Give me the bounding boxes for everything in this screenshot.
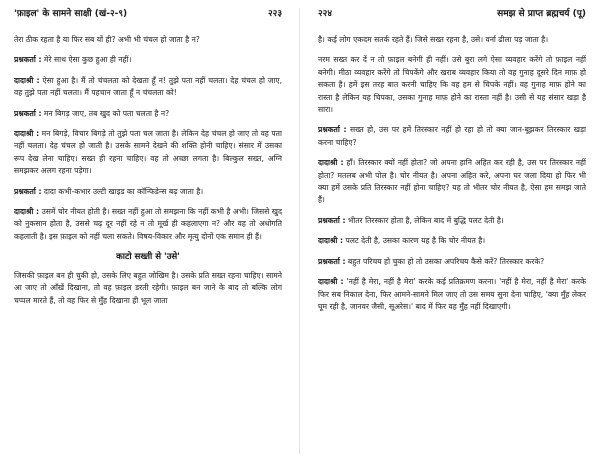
paragraph-text: भीतर तिरस्कार होता है, लेकिन बाद में बुद्धि पलट देती है।: [345, 215, 504, 225]
speaker-label: प्रश्नकर्ता :: [318, 125, 347, 135]
paragraph: जिसकी फ़ाइल बन ही चुकी हो, उसके लिए बहुत जोखिम है। उसके प्रति सख्त रहना चाहिए। सामने आ जाए तो आँखें दिखाना, तो वह फ़ाइल डरती रहेगी। फ़ाइल बन जाने के बाद तो बल्कि लोग चप्पल मारते हैं, तो वह फिर से मुँह दिखाना ही भूल जाता: [14, 270, 282, 305]
left-header-title: 'फ़ाइल' के सामने साक्षी (खं-२-९): [14, 9, 128, 19]
speaker-label: प्रश्नकर्ता :: [14, 55, 42, 65]
speaker-label: दादाश्री :: [318, 277, 344, 287]
paragraph: [14, 34, 282, 46]
paragraph-text: 'नहीं है मेरा, नहीं है मेरा' करके कई प्रतिक्रमण करना। 'नहीं है मेरा, नहीं है मेरा' करके फिर सब निकाल देना, फिर आमने-सामने मिल जाए तो उस समय सुना देना चाहिए, 'क्या मुँह लेकर घूम रही है, जानवर जैसी, सूअरेस।' बाद में फिर वह मुँह नहीं दिखाएगी।: [318, 277, 586, 311]
section-heading: काटो सख्ती से 'उसे': [116, 252, 180, 263]
speaker-label: दादाश्री :: [318, 236, 344, 246]
paragraph: [14, 186, 282, 198]
paragraph: [14, 206, 282, 243]
left-page-number: २२३: [267, 9, 282, 19]
right-page: [318, 0, 586, 460]
left-page-header: [14, 0, 282, 20]
speaker-label: दादाश्री :: [14, 129, 40, 139]
right-page-header: [318, 0, 586, 20]
right-header-title: समझ से प्राप्त ब्रह्मचर्य (पू): [497, 9, 586, 19]
paragraph-text: बहुत परिचय हो चुका हो तो उसका अपरिचय कैसे करें? तिरस्कार करके?: [345, 256, 545, 266]
paragraph: [14, 75, 282, 100]
page-gutter: [299, 8, 300, 454]
paragraph-text: मन बिगड़े, विचार बिगड़े तो तुझे पता चल जाता है। लेकिन देह चंचल हो जाए तो वह पता नहीं चलता। देह चंचल हो जाती है। उसके सामने देखने की शक्ति होनी चाहिए। संसार में उसका रूप देख लेना चाहिए। सख्त ही रहना चाहिए। वह तो अच्छा लगता है। बिल्कुल सख्त, अग्नि समझकर अलग रहना पड़ेगा।: [14, 129, 282, 176]
paragraph: [14, 128, 282, 178]
paragraph-text: नरम सख्त कर दें न तो फ़ाइल बनेगी ही नहीं। उसे बुरा लगे ऐसा व्यवहार करेंगे तो फ़ाइल नहीं बनेगी। मीठा व्यवहार करेंगे तो चिपकेंगे और खराब व्यवहार किया तो वह गुनाह दूसरे दिन माफ़ हो सकता है। हमें इस तरह बात करनी चाहिए कि वह हम से चिपके नहीं। वह गुनाह माफ़ होने का रास्ता है लेकिन यह चिपका, उसका गुनाह माफ़ होने का रास्ता नहीं है। उसी से यह संसार खड़ा है सारा।: [318, 55, 586, 115]
paragraph: [318, 215, 586, 227]
paragraph-text: ऐसा हुआ है। मैं तो चंचलता को देखता हूँ न! तुझे पता नहीं चलता। देह चंचल हो जाए, वह तुझे पता नहीं चलता। मैं पहचान जाता हूँ न चंचलता को!: [14, 75, 282, 98]
paragraph: [318, 235, 586, 247]
paragraph-text: मन बिगड़ जाए, तब खुद को पता चलता है न?: [41, 108, 170, 118]
right-page-body: [318, 34, 586, 313]
paragraph: [14, 54, 282, 66]
paragraph: [318, 276, 586, 313]
right-page-number: २२४: [318, 9, 333, 19]
paragraph: [318, 256, 586, 268]
speaker-label: दादाश्री :: [14, 207, 40, 217]
paragraph: [14, 108, 282, 120]
paragraph-text: मेरे साथ ऐसा कुछ हुआ ही नहीं।: [41, 55, 132, 65]
paragraph: [318, 157, 586, 207]
speaker-label: प्रश्नकर्ता :: [318, 215, 346, 225]
paragraph-text: दादा कभी-कभार उल्टी खाइड का कॉन्फिडेन्स बढ़ जाता है।: [41, 186, 204, 196]
left-page: [14, 0, 282, 460]
paragraph: [318, 124, 586, 149]
speaker-label: प्रश्नकर्ता :: [14, 108, 42, 118]
paragraph-text: सख्त हो, उस पर हमें तिरस्कार नहीं हो रहा हो तो क्या जान-बूझकर तिरस्कार खड़ा करना चाहिए?: [318, 125, 586, 147]
paragraph-text: हाँ। तिरस्कार क्यों नहीं होता? जो अपना हानि अहित कर रही है, उस पर तिरस्कार नहीं होता? मतलब अभी पोल है। चोर नीयत है। अपना अहित करे, अपना घर जला दिया हो फिर भी क्या हमें उसके प्रति तिरस्कार नहीं होना चाहिए? यह तो भीतर चोर नीयत है, ऐसा हम समझ जाते हैं।: [318, 158, 586, 205]
paragraph: [318, 54, 586, 116]
left-page-body: [14, 34, 282, 307]
paragraph-text: उसमें चोर नीयत होती है। सख्त नहीं हुआ तो समझना कि नहीं कभी है अभी। जिससे खुद को नुकसान होता है, उससे चढ़ दूर नहीं रहे न तो मूर्ख ही कहलाएगा न? और वह तो अधोगति कहलाती है। इस फ़ाइल को नहीं चला सकते। विषय-विकार और मृत्यु दोनों एक समान ही हैं।: [14, 207, 282, 241]
speaker-label: प्रश्नकर्ता :: [14, 186, 42, 196]
paragraph: है। कई लोग एकदम सतर्क रहते हैं। जिसे सख्त रहना है, उसे। वर्ना ढीला पड़ जाता है।: [318, 35, 549, 44]
paragraph-text: पलट देती है, उसका कारण यह है कि चोर नीयत है।: [343, 236, 486, 246]
speaker-label: दादाश्री :: [318, 158, 344, 168]
speaker-label: प्रश्नकर्ता :: [318, 256, 346, 266]
speaker-label: दादाश्री :: [14, 75, 40, 85]
paragraph-text: तेरा ठीक रहता है या फिर सब यों ही? अभी भी चंचल हो जाता है न?: [14, 35, 200, 44]
